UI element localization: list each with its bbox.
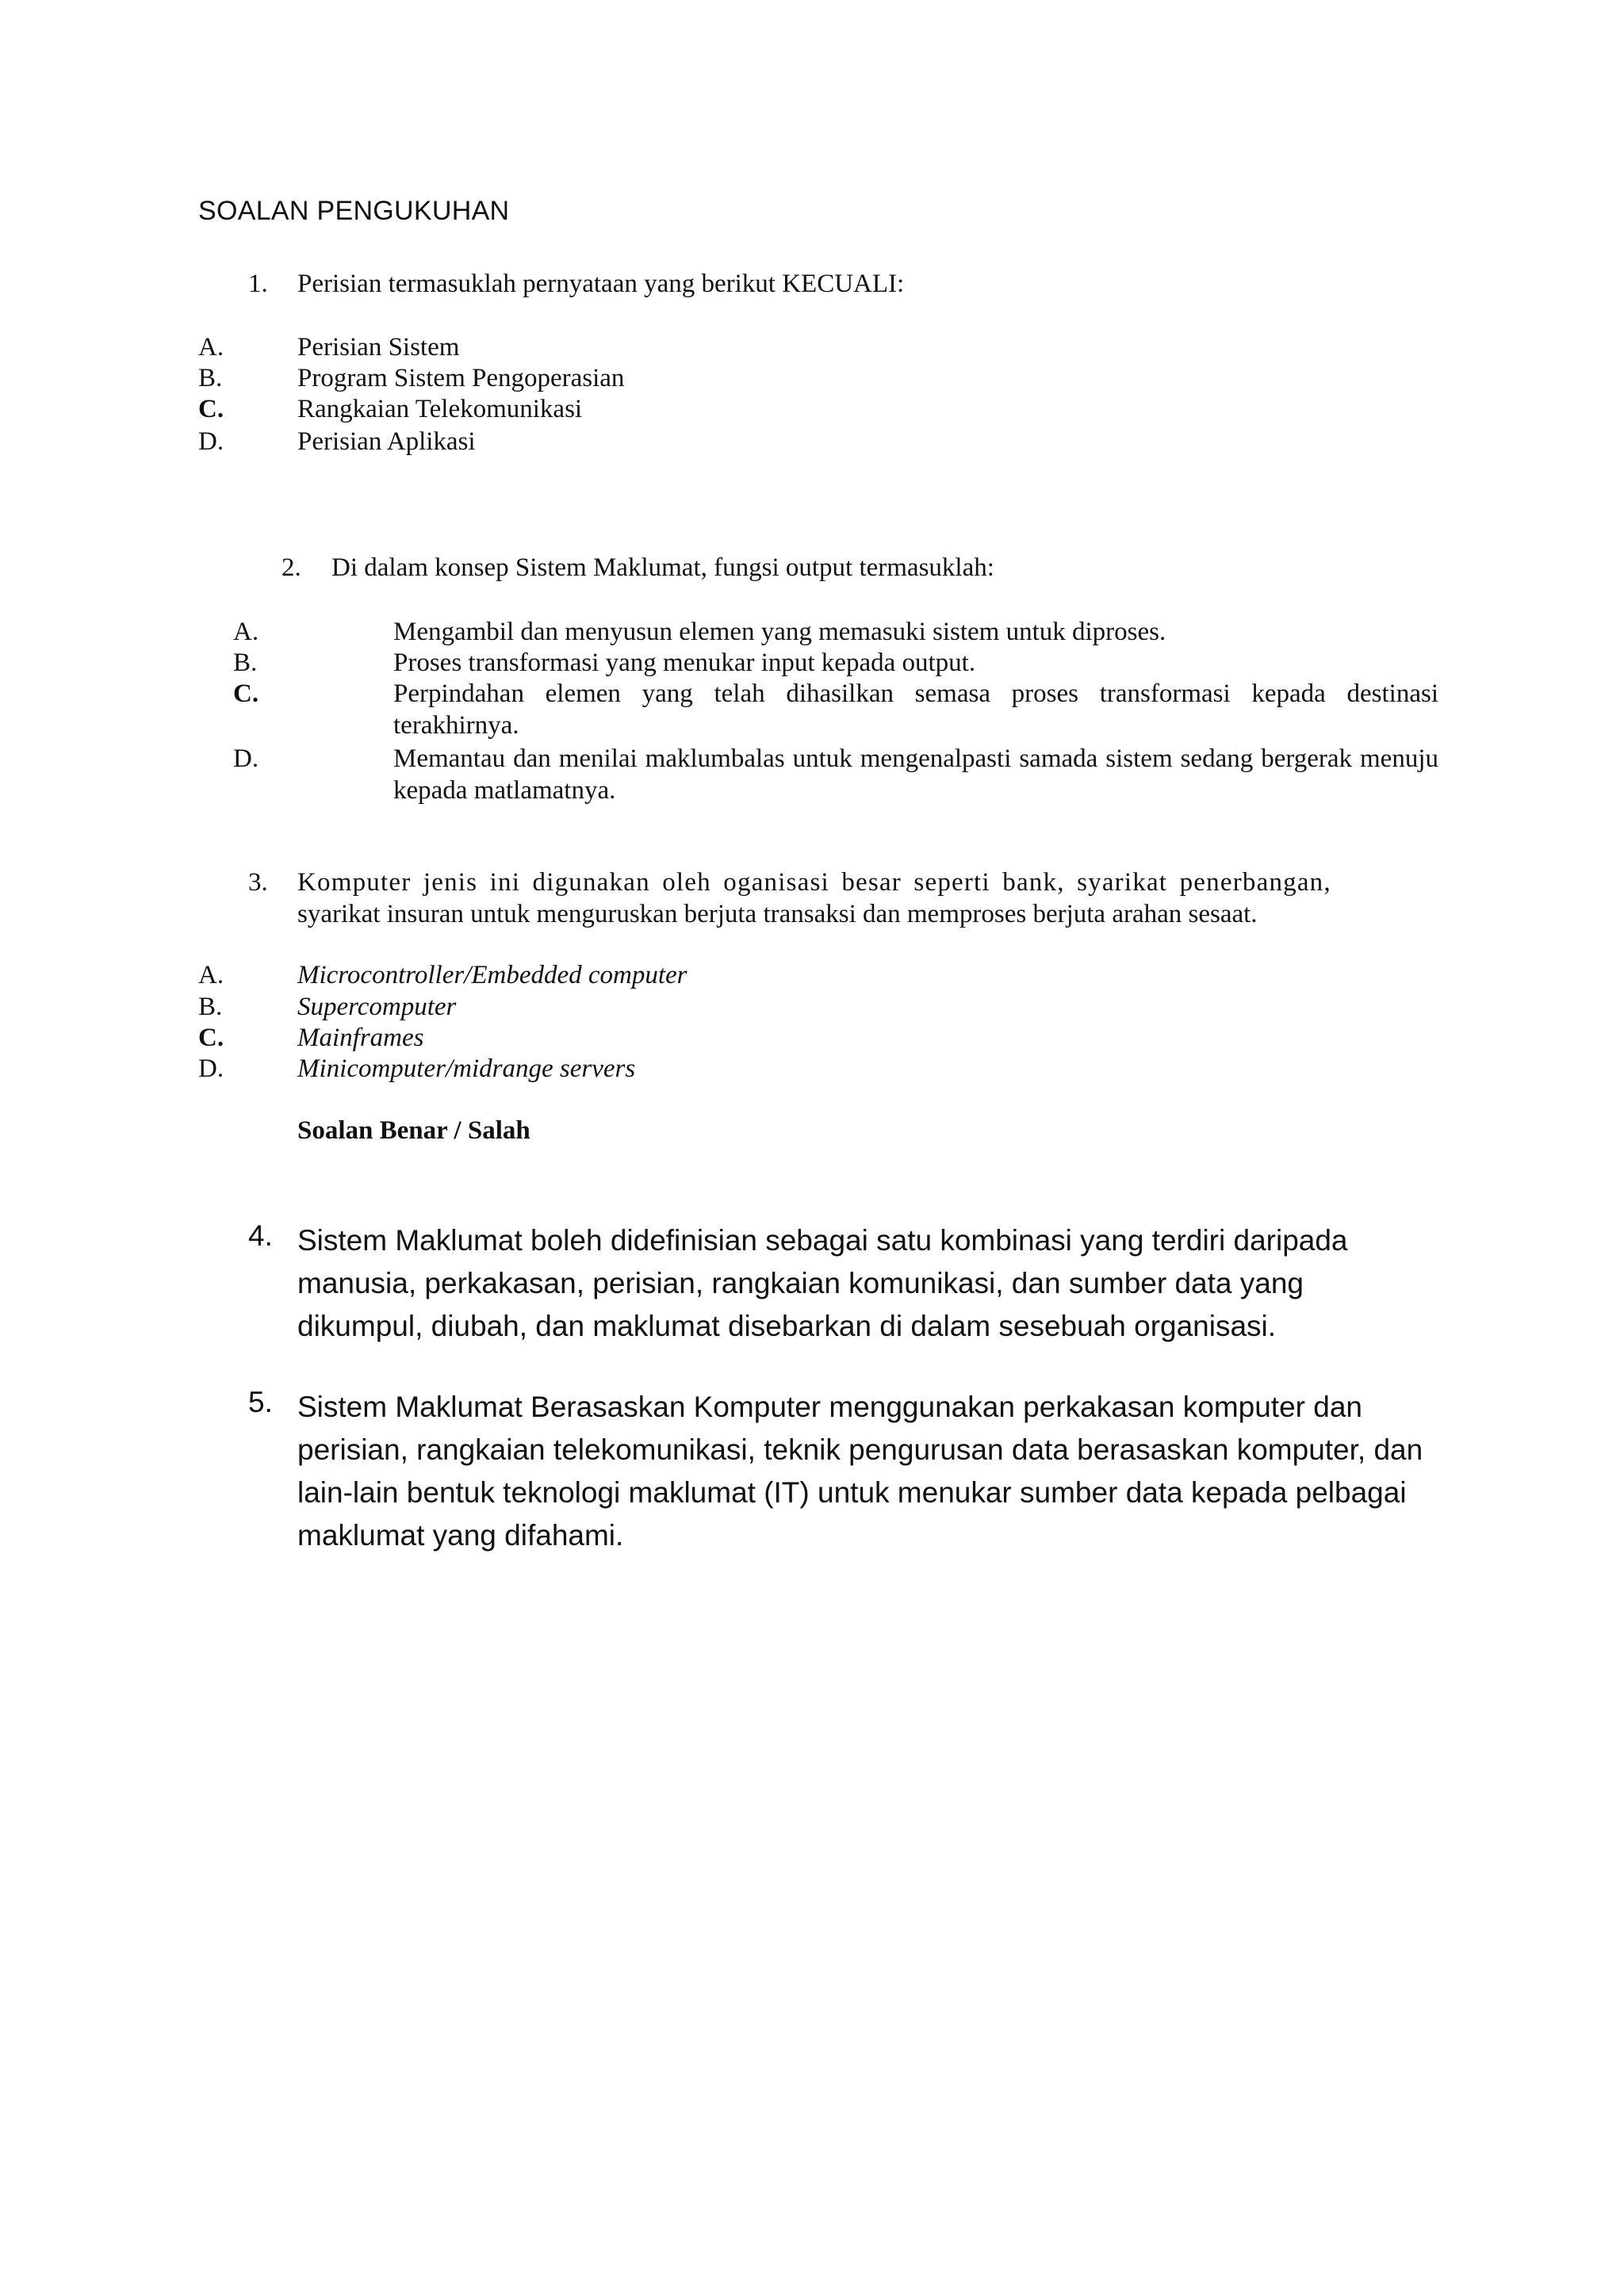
q2-number: 2. (282, 553, 301, 582)
q3-option-b-text: Supercomputer (297, 993, 457, 1021)
q3-option-c-text: Mainframes (297, 1024, 424, 1052)
q1-option-c-text: Rangkaian Telekomunikasi (297, 395, 583, 423)
page-title: SOALAN PENGUKUHAN (198, 196, 510, 226)
q1-text: Perisian termasuklah pernyataan yang berikut KECUALI: (297, 270, 905, 298)
q2-option-d-letter: D. (233, 744, 259, 773)
q3-text-line1: Komputer jenis ini digunakan oleh oganisasi besar seperti bank, syarikat penerbangan, (297, 868, 1331, 897)
q4-text: Sistem Maklumat boleh didefinisian sebagai satu kombinasi yang terdiri daripada manusia, perkakasan, perisian, rangkaian komunikasi, dan sumber data yang dikumpul, diubah, dan maklumat disebarkan di dalam sesebuah organisasi. (297, 1224, 1348, 1342)
q3-option-a-letter: A. (198, 961, 224, 989)
q3-option-c-letter: C. (198, 1024, 224, 1052)
q2-option-c-letter: C. (233, 679, 259, 708)
q3-option-b-letter: B. (198, 993, 223, 1021)
q5-text: Sistem Maklumat Berasaskan Komputer menggunakan perkakasan komputer dan perisian, rangkaian telekomunikasi, teknik pengurusan data berasaskan komputer, dan lain-lain bentuk teknologi maklumat (IT) untuk menukar sumber data kepada pelbagai maklumat yang difahami. (297, 1391, 1423, 1552)
q4-number: 4. (248, 1219, 273, 1252)
q3-number: 3. (248, 868, 268, 897)
q2-text: Di dalam konsep Sistem Maklumat, fungsi output termasuklah: (331, 553, 994, 582)
true-false-heading: Soalan Benar / Salah (297, 1116, 530, 1145)
q3-option-a-text: Microcontroller/Embedded computer (297, 961, 688, 989)
q2-option-c-text: Perpindahan elemen yang telah dihasilkan semasa proses transformasi kepada destinasi terakhirnya. (393, 679, 1438, 740)
q1-option-a-text: Perisian Sistem (297, 333, 460, 362)
q3-option-d-text: Minicomputer/midrange servers (297, 1054, 636, 1083)
q1-number: 1. (248, 270, 268, 298)
q2-option-b-letter: B. (233, 649, 258, 677)
q3-option-d-letter: D. (198, 1054, 224, 1083)
q1-option-a-letter: A. (198, 333, 224, 362)
q1-option-b-letter: B. (198, 364, 223, 392)
q2-option-a-text: Mengambil dan menyusun elemen yang memasuki sistem untuk diproses. (393, 618, 1166, 646)
q2-option-d-text: Memantau dan menilai maklumbalas untuk mengenalpasti samada sistem sedang bergerak menuju kepada matlamatnya. (393, 744, 1438, 805)
q1-option-d-text: Perisian Aplikasi (297, 427, 476, 456)
q1-option-d-letter: D. (198, 427, 224, 456)
q5-number: 5. (248, 1386, 273, 1418)
q1-option-b-text: Program Sistem Pengoperasian (297, 364, 625, 392)
q2-option-b-text: Proses transformasi yang menukar input kepada output. (393, 649, 976, 677)
q3-text-line2: syarikat insuran untuk menguruskan berjuta transaksi dan memproses berjuta arahan sesaat. (297, 900, 1258, 928)
q2-option-a-letter: A. (233, 618, 259, 646)
q1-option-c-letter: C. (198, 395, 224, 423)
